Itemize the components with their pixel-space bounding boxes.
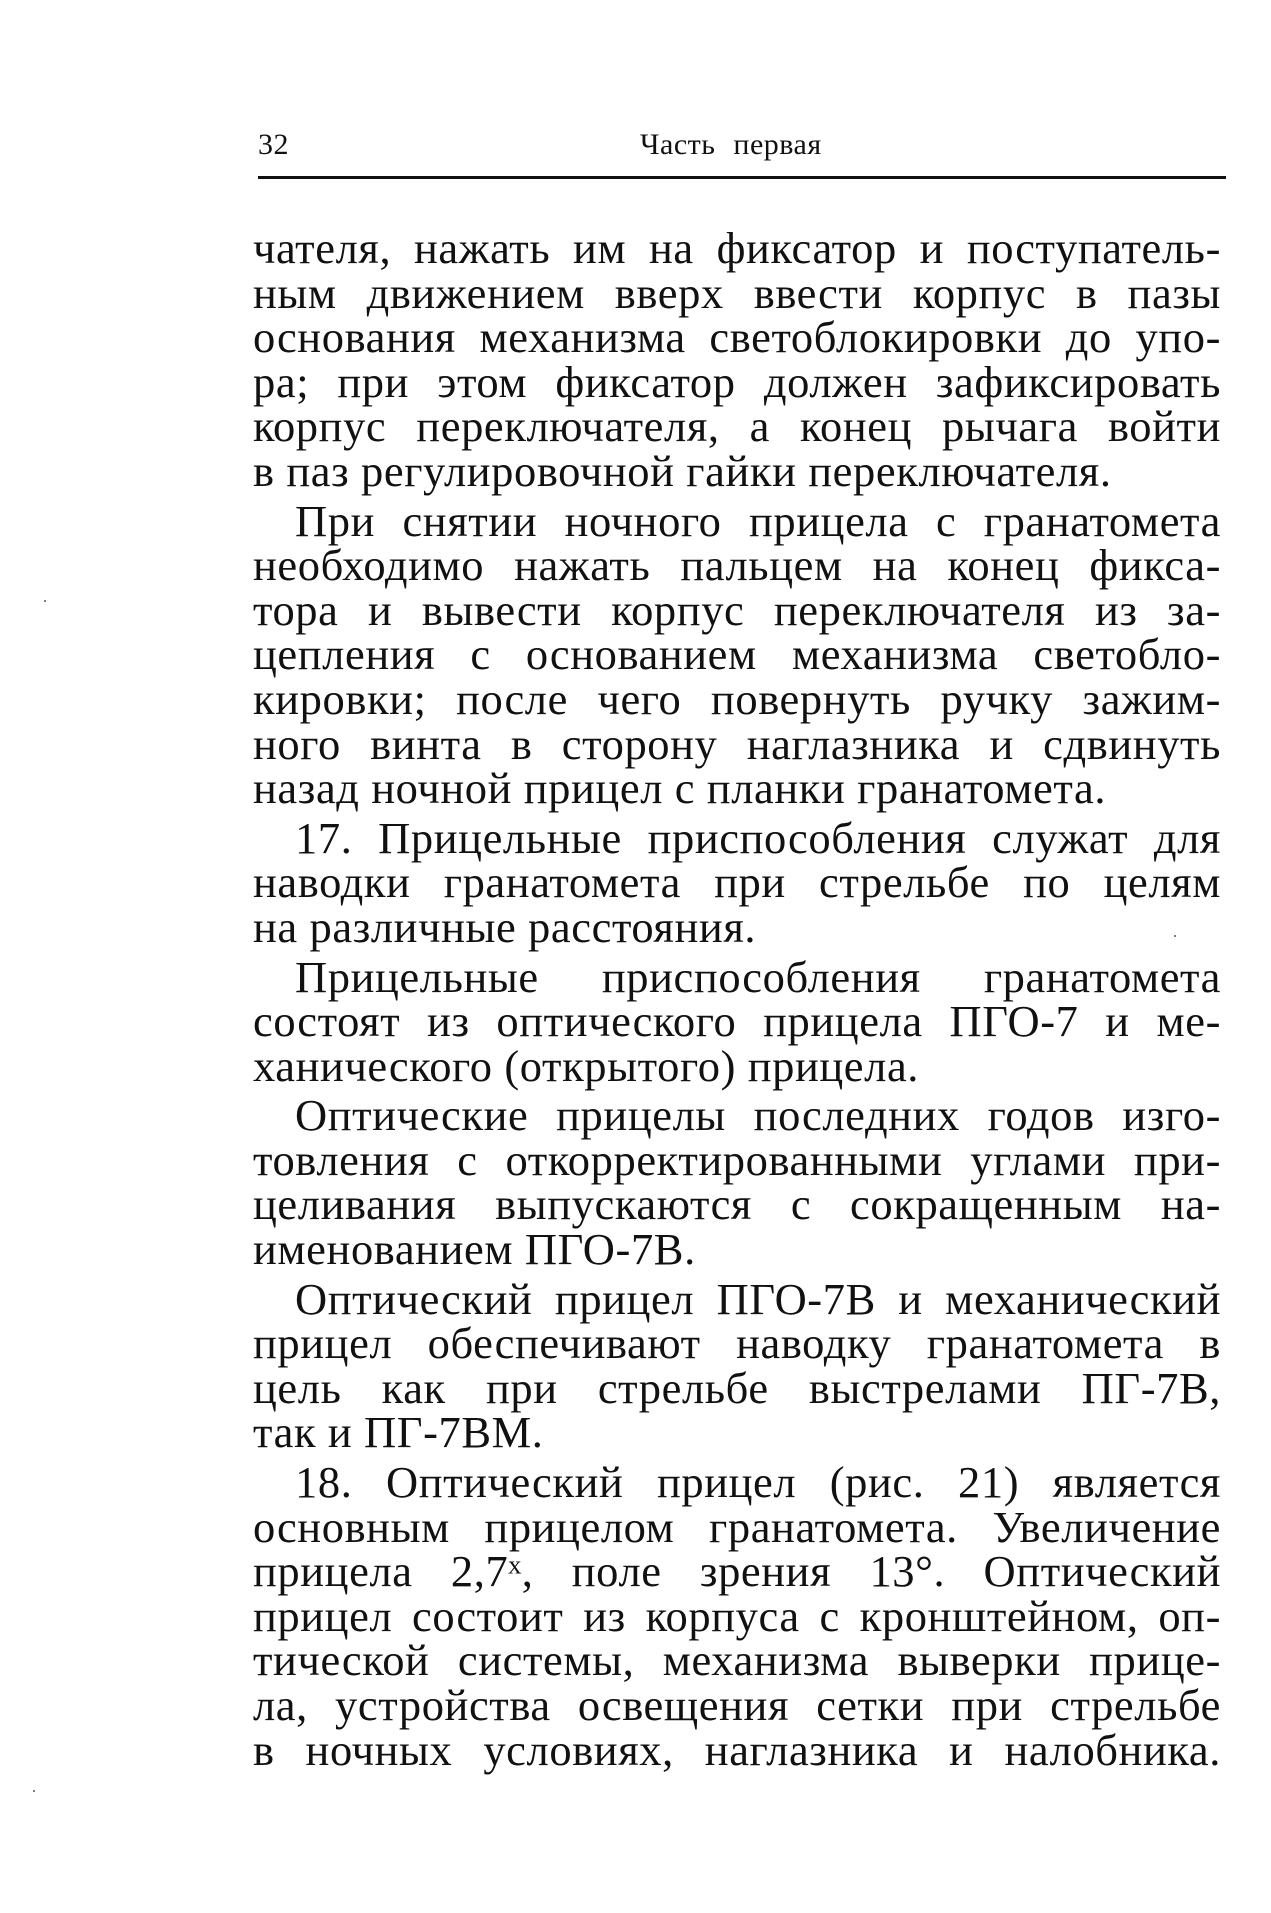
text-line: именованием ПГО-7В.: [253, 1224, 696, 1275]
text-line: наводки гранатомета при стрельбе по целям: [253, 857, 1221, 908]
text-line: цепления с основанием механизма светобло-: [253, 629, 1221, 680]
text-line: целивания выпускаются с сокращенным на-: [253, 1179, 1221, 1230]
text-line: тической системы, механизма выверки прице-: [253, 1635, 1221, 1686]
scan-speck: [33, 1790, 35, 1792]
paragraph-1: [253, 223, 1221, 496]
text-line: Оптический прицел ПГО-7В и механический: [295, 1273, 1221, 1324]
text-line: ханического (открытого) прицела.: [253, 1040, 920, 1091]
text-line: прицел обеспечивают наводку гранатомета в: [253, 1318, 1221, 1369]
text-line: Оптические прицелы последних годов изго-: [295, 1090, 1221, 1141]
header-rule: [258, 176, 1226, 179]
paragraph-6: [253, 1273, 1221, 1458]
scan-speck: [1174, 935, 1176, 937]
text-line: Прицельные приспособления гранатомета: [295, 951, 1221, 1002]
paragraph-7: [253, 1457, 1221, 1775]
text-line: назад ночной прицел с планки гранатомета.: [253, 763, 1107, 814]
text-line: ного винта в сторону наглазника и сдвинуть: [253, 718, 1221, 769]
text-line: тора и вывести корпус переключателя из за-: [253, 584, 1221, 635]
paragraph-4: [253, 951, 1221, 1091]
running-head: [258, 128, 1226, 168]
paragraph-3: [253, 812, 1221, 952]
text-line: прицел состоит из корпуса с кронштейном, оп-: [253, 1590, 1221, 1641]
text-line: в ночных условиях, наглазника и налобника.: [253, 1724, 1221, 1775]
text-line: При снятии ночного прицела с гранатомета: [295, 495, 1221, 546]
text-line: 18. Оптический прицел (рис. 21) является: [295, 1457, 1221, 1508]
text-line: необходимо нажать пальцем на конец фикса-: [253, 540, 1221, 591]
text-line: состоят из оптического прицела ПГО-7 и ме-: [253, 996, 1221, 1047]
text-line: товления с откорректированными углами при-: [253, 1134, 1221, 1185]
page-number: 32: [258, 128, 289, 161]
body-text: [253, 223, 1221, 1775]
text-line: основания механизма светоблокировки до упо-: [253, 312, 1221, 363]
text-line: 17. Прицельные приспособления служат для: [295, 812, 1221, 863]
text-line: ла, устройства освещения сетки при стрельбе: [253, 1680, 1221, 1730]
text-line: основным прицелом гранатомета. Увеличение: [253, 1501, 1221, 1552]
text-line: ра; при этом фиксатор должен зафиксировать: [253, 356, 1221, 407]
text-line: корпус переключателя, а конец рычага войти: [253, 401, 1221, 452]
text-line: на различные расстояния.: [253, 901, 757, 952]
section-title: Часть первая: [640, 128, 822, 161]
text-line: кировки; после чего повернуть ручку зажим-: [253, 673, 1221, 724]
text-line: прицела 2,7ˣ, поле зрения 13°. Оптический: [253, 1546, 1221, 1597]
text-line: так и ПГ-7ВМ.: [253, 1407, 544, 1458]
scan-speck: [44, 600, 46, 602]
paragraph-5: [253, 1090, 1221, 1275]
paragraph-2: [253, 495, 1221, 814]
text-line: в паз регулировочной гайки переключателя.: [253, 445, 1112, 496]
text-line: чателя, нажать им на фиксатор и поступатель-: [253, 223, 1221, 273]
text-line: ным движением вверх ввести корпус в пазы: [253, 267, 1221, 318]
text-line: цель как при стрельбе выстрелами ПГ-7В,: [253, 1362, 1221, 1413]
